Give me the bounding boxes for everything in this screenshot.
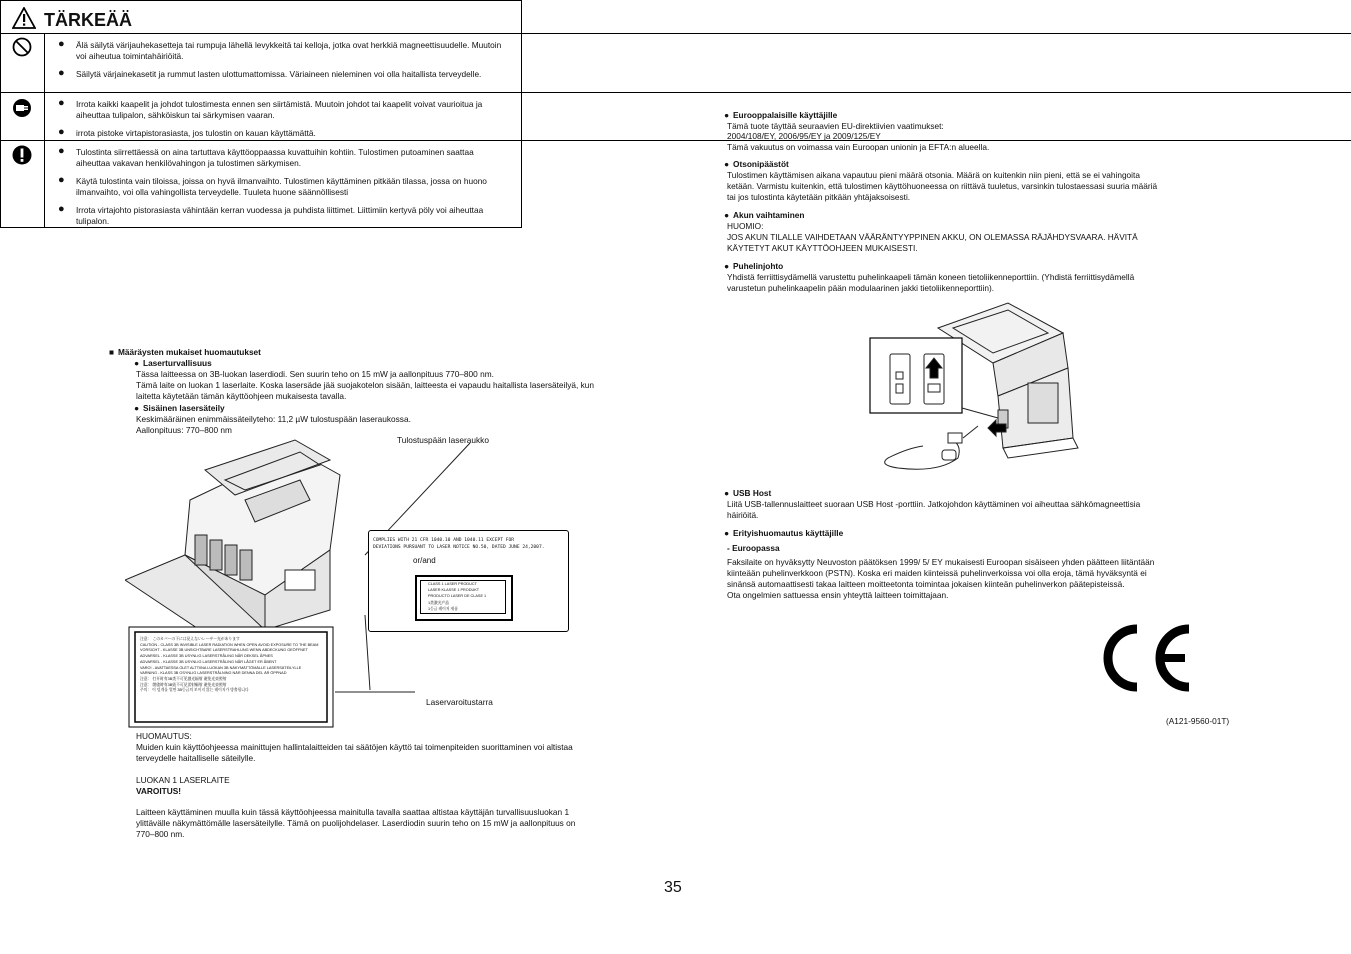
- page-number: 35: [664, 879, 682, 896]
- eu-title: ● Eurooppalaisille käyttäjille: [724, 110, 838, 120]
- document-code: (A121-9560-01T): [1166, 716, 1230, 726]
- paragraph: ketään. Varmistu kuitenkin, että tulostimen käyttöhuoneessa on riittävä tuuletus, varsinkin tulostaessasi suuria määriä: [727, 181, 1158, 191]
- warning-table: [0, 0, 522, 228]
- callout-label: Laservaroitustarra: [426, 697, 493, 707]
- paragraph: Faksilaite on hyväksytty Neuvoston päätöksen 1999/ 5/ EY mukaisesti Euroopan sisäiseen yhden päätteen liitäntään: [727, 557, 1155, 567]
- warning-row-storage: ● Älä säilytä värijauhekasetteja tai rumpuja lähellä levykkeitä tai kelloja, jotka ovat herkkiä magneettisuudelle. Muutoin voi aiheutua toimintahäiriöitä. ● Säilytä värjainekasetit ja rummut lasten ulottumattomissa. Väriaineen nieleminen voi olla haitallista terveydelle.: [0, 33, 1351, 93]
- warning-header: [0, 0, 1351, 34]
- ozone-title: ● Otsonipäästöt: [724, 159, 789, 169]
- paragraph: 2004/108/EY, 2006/95/EY ja 2009/125/EY: [727, 131, 881, 141]
- paragraph: Muiden kuin käyttöohjeessa mainittujen hallintalaitteiden tai säätöjen käyttö tai toimenpiteiden suorittaminen voi altistaa: [136, 742, 573, 752]
- ce-mark-icon: [1093, 623, 1195, 693]
- paragraph: Tämä vakuutus on voimassa vain Euroopan unionin ja EFTA:n alueella.: [727, 142, 990, 152]
- paragraph: Yhdistä ferriittisydämellä varustettu puhelinkaapeli tämän koneen tietoliikenneporttiin. (Yhdistä ferriittisydämellä: [727, 272, 1135, 282]
- paragraph: laitetta käytetään tämän käyttöohjeen mukaisesta tavalla.: [136, 391, 347, 401]
- section-title: ■ Määräysten mukaiset huomautukset: [109, 347, 261, 357]
- notice-title: HUOMAUTUS:: [136, 731, 192, 741]
- paragraph: terveydelle haitalliselle säteilylle.: [136, 753, 256, 763]
- usb-title: ● USB Host: [724, 488, 772, 498]
- warning-title: TÄRKEÄÄ: [44, 10, 132, 30]
- laser-safety-title: ● Laserturvallisuus: [134, 358, 212, 368]
- phone-title: ● Puhelinjohto: [724, 261, 784, 271]
- paragraph: Tulostimen käyttämisen aikana vapautuu pieni määrä otsonia. Määrä on kuitenkin niin pieni, että se ei vahingoita: [727, 170, 1140, 180]
- special-title: ● Erityishuomautus käyttäjille: [724, 528, 844, 538]
- phone-cable-illustration: [868, 298, 1086, 478]
- warning-row-cables: ● Irrota kaikki kaapelit ja johdot tulostimesta ennen sen siirtämistä. Muutoin johdot tai kaapelit voivat vaurioitua ja aiheuttaa tulipalon, sähköiskun tai särkymisen vaaran. ● irrota pistoke virtapistorasiasta, jos tulostin on kauan käyttämättä.: [0, 92, 1351, 141]
- paragraph: tai jos tulostinta käytetään pitkään yhtäjaksoisesti.: [727, 192, 911, 202]
- exclamation-icon: [12, 145, 32, 165]
- paragraph: Keskimääräinen enimmäissäteilyteho: 11,2 µW tulostuspään laseraukossa.: [136, 414, 411, 424]
- paragraph: häiriöitä.: [727, 510, 759, 520]
- paragraph: Aallonpituus: 770–800 nm: [136, 425, 232, 435]
- paragraph: sinänsä automaattisesti takaa laitteen moitteetonta toimintaa jokaisen kiinteän puhelinverkon päätepisteissä.: [727, 579, 1125, 589]
- unplug-icon: [12, 98, 32, 118]
- caution-label-text: 注意： このカバーの下には見えないレーザー光があります CAUTION - CLASS 3B INVISIBLE LASER RADIATION WHEN OPEN AVOID EXPOSURE TO THE BEAM VORSICHT - KLASSE 3B UNSICHTBARE LASERSTRAHLUNG WENN ABDECKUNG GEÖFFNET ADVARSEL - KLASSE 3B USYNLIG LASERSTRÅLING NÅR DEKSEL ÅPNES ADVARSEL - KLASSE 3B USYNLIG LASERSTRÅLING NÅR LÅGET ER ÅBENT VARO! - AVATTAESSA OLET ALTTIINA LUOKAN 3B NÄKYMÄTTÖMÄLLE LASERSÄTEILYLLE VARNING - KLASS 3B OSYNLIG LASERSTRÅLNING NÄR DENNA DEL ÄR ÖPPNAD 注意： 打开时有3B类不可见激光辐射 避免光束照射 注意： 開啟時有3B級不可見雷射輻射 避免光束照射 주의： 이 덮개를 열면 3B등급의 보이지 않는 레이저가 방출됩니다: [140, 637, 319, 693]
- class1-label: CLASS 1 LASER PRODUCT LASER KLASSE 1 PRODUKT PRODUCTO LASER DE CLASE 1 1类激光产品 1등급 레이저 제품: [415, 575, 513, 621]
- battery-title: ● Akun vaihtaminen: [724, 210, 805, 220]
- paragraph: HUOMIO:: [727, 221, 764, 231]
- paragraph: KÄYTETYT AKUT KÄYTTÖOHJEEN MUKAISESTI.: [727, 243, 918, 253]
- varoitus-title: VAROITUS!: [136, 786, 182, 796]
- compliance-label: COMPLIES WITH 21 CFR 1040.10 AND 1040.11 EXCEPT FOR DEVIATIONS PURSUANT TO LASER NOTICE NO.50, DATED JUNE 24,2007. or/and CLASS 1 LASER PRODUCT LASER KLASSE 1 PRODUKT PRODUCTO LASER DE CLASE 1 1类激光产品 1등급 레이저 제품: [368, 530, 569, 632]
- callout-aperture: Tulostuspään laseraukko: [397, 435, 489, 445]
- europe-title: - Euroopassa: [727, 543, 780, 553]
- paragraph: Laitteen käyttäminen muulla kuin tässä käyttöohjeessa mainitulla tavalla saattaa altistaa käyttäjän turvallisuusluokan 1: [136, 807, 570, 817]
- or-and-text: or/and: [413, 556, 436, 565]
- paragraph: JOS AKUN TILALLE VAIHDETAAN VÄÄRÄNTYYPPINEN AKKU, ON OLEMASSA RÄJÄHDYSVAARA. HÄVITÄ: [727, 232, 1138, 242]
- paragraph: Tässa laitteessa on 3B-luokan laserdiodi. Sen suurin teho on 15 mW ja aallonpituus 770–800 nm.: [136, 369, 494, 379]
- paragraph: Ota ongelmien sattuessa ensin yhteyttä laitteen toimittajaan.: [727, 590, 949, 600]
- internal-laser-title: ● Sisäinen lasersäteily: [134, 403, 225, 413]
- paragraph: ylittävälle näkymättömälle lasersäteilylle. Tämä on puolijohdelaser. Laserdiodin suurin teho on 15 mW ja aallonpituus on: [136, 818, 576, 828]
- paragraph: Tämä laite on luokan 1 laserlaite. Koska lasersäde jää suojakotelon sisään, laitteesta ei vapaudu haitallista lasersäteilyä, kun: [136, 380, 594, 390]
- warning-triangle-icon: [12, 7, 36, 29]
- paragraph: varustetun puhelinkaapelin pään modulaarinen jakki tietoliikenneporttiin).: [727, 283, 995, 293]
- paragraph: Tämä tuote täyttää seuraavien EU-direktiivien vaatimukset:: [727, 121, 944, 131]
- prohibition-icon: [12, 37, 32, 57]
- warning-row-handling: ● Tulostinta siirrettäessä on aina tartuttava käyttöoppaassa kuvattuihin kohtiin. Tulostimen putoaminen saattaa aiheuttaa vakavan henkilövahingon ja tulostimen särkymisen. ● Käytä tulostinta vain tiloissa, joissa on hyvä ilmanvaihto. Tulostimen käyttäminen pitkään tilassa, jossa on huono ilmanvaihto, voi olla vahingollista terveydelle. Tuuleta huone säännöllisesti ● Irrota virtajohto pistorasiasta vähintään kerran vuodessa ja puhdista liittimet. Liittimiin kertyvä pöly voi aiheuttaa tulipalon.: [0, 140, 1351, 228]
- paragraph: 770–800 nm.: [136, 829, 185, 839]
- paragraph: kiinteään puhelinverkkoon (PSTN). Koska eri maiden kiinteissä puhelinverkoissa voi olla eroja, tämä hyväksyntä ei: [727, 568, 1147, 578]
- class-title: LUOKAN 1 LASERLAITE: [136, 775, 230, 785]
- paragraph: Liitä USB-tallennuslaitteet suoraan USB Host -porttiin. Jatkojohdon käyttäminen voi aiheuttaa sähkömagneettisia: [727, 499, 1141, 509]
